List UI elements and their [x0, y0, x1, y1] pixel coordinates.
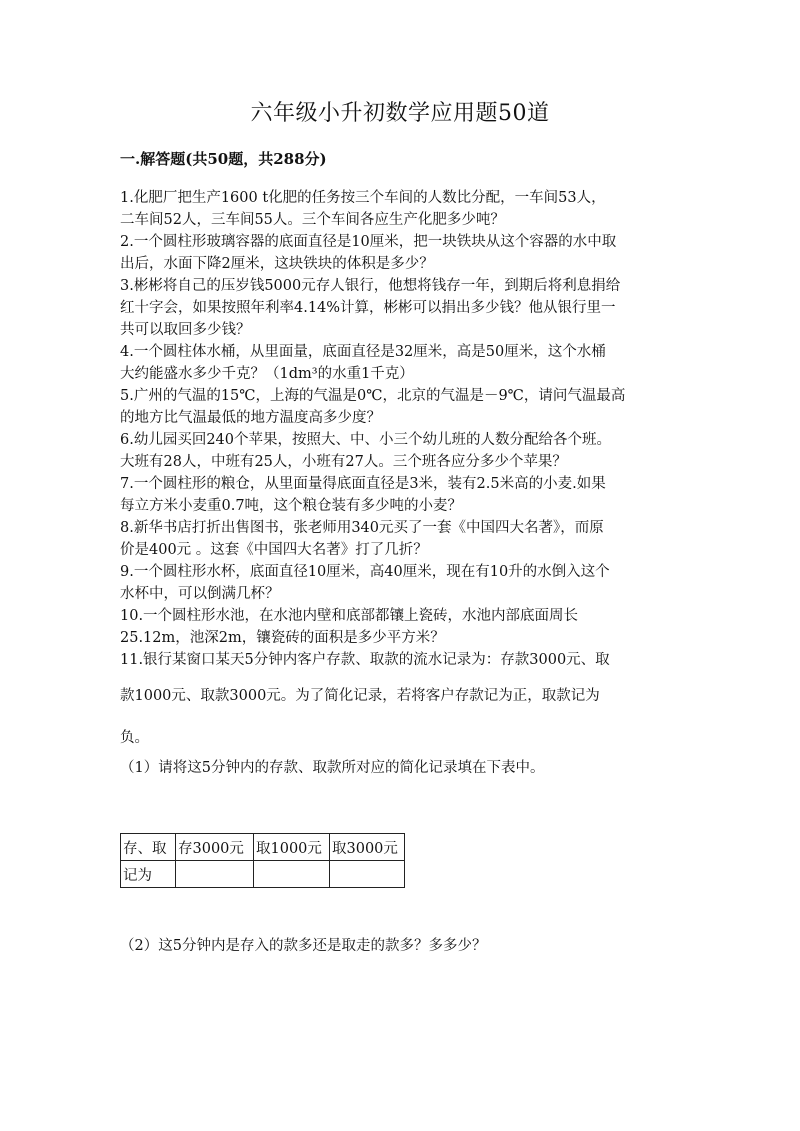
question-line: 负。 [120, 730, 149, 746]
table-cell: 取3000元 [330, 834, 405, 861]
question-4 [120, 341, 690, 385]
question-line: 大班有28人，中班有25人，小班有27人。三个班各应分多少个苹果？ [120, 454, 567, 470]
question-line: 出后，水面下降2厘米，这块铁块的体积是多少？ [120, 256, 434, 272]
question-line: 水杯中，可以倒满几杯？ [120, 586, 280, 602]
question-2 [120, 231, 690, 275]
question-line: 二车间52人，三车间55人。三个车间各应生产化肥多少吨？ [120, 212, 505, 228]
question-10 [120, 605, 690, 649]
section-header: 一.解答题(共50题，共288分) [120, 150, 327, 168]
table-cell: 记为 [121, 861, 176, 888]
question-line: 红十字会，如果按照年利率4.14%计算，彬彬可以捐出多少钱？他从银行里一 [120, 300, 616, 316]
question-line: 9.一个圆柱形水杯，底面直径10厘米，高40厘米，现在有10升的水倒入这个 [120, 564, 610, 580]
record-table [120, 833, 405, 888]
answer-cell[interactable] [176, 861, 254, 888]
question-line: 7.一个圆柱形的粮仓，从里面量得底面直径是3米，装有2.5米高的小麦.如果 [120, 476, 606, 492]
question-line: 的地方比气温最低的地方温度高多少度？ [120, 410, 381, 426]
table-row [121, 834, 405, 861]
answer-cell[interactable] [330, 861, 405, 888]
question-8 [120, 517, 690, 561]
question-line: 11.银行某窗口某天5分钟内客户存款、取款的流水记录为：存款3000元、取 [120, 652, 610, 668]
question-line: 4.一个圆柱体水桶，从里面量，底面直径是32厘米，高是50厘米，这个水桶 [120, 344, 606, 360]
question-1 [120, 187, 690, 231]
answer-cell[interactable] [254, 861, 330, 888]
table-cell: 存3000元 [176, 834, 254, 861]
question-line: 5.广州的气温的15℃，上海的气温是0℃，北京的气温是－9℃，请问气温最高 [120, 388, 626, 404]
question-11 [120, 649, 690, 749]
question-line: 款1000元、取款3000元。为了简化记录，若将客户存款记为正，取款记为 [120, 688, 600, 704]
sub-question-1: （1）请将这5分钟内的存款、取款所对应的简化记录填在下表中。 [120, 760, 545, 776]
question-list [120, 187, 690, 749]
question-3 [120, 275, 690, 341]
table-cell: 存、取 [121, 834, 176, 861]
question-line: 每立方米小麦重0.7吨，这个粮仓装有多少吨的小麦？ [120, 498, 463, 514]
sub-question-2: （2）这5分钟内是存入的款多还是取走的款多？多多少？ [120, 938, 487, 954]
question-line: 2.一个圆柱形玻璃容器的底面直径是10厘米，把一块铁块从这个容器的水中取 [120, 234, 617, 250]
question-9 [120, 561, 690, 605]
table-row [121, 861, 405, 888]
question-7 [120, 473, 690, 517]
question-line: 10.一个圆柱形水池，在水池内壁和底部都镶上瓷砖，水池内部底面周长 [120, 608, 579, 624]
table-cell: 取1000元 [254, 834, 330, 861]
question-5 [120, 385, 690, 429]
page-title: 六年级小升初数学应用题50道 [250, 101, 550, 126]
question-line: 25.12m，池深2m，镶瓷砖的面积是多少平方米？ [120, 630, 445, 646]
question-line: 3.彬彬将自己的压岁钱5000元存人银行，他想将钱存一年，到期后将利息捐给 [120, 278, 621, 294]
question-6 [120, 429, 690, 473]
question-line: 6.幼儿园买回240个苹果，按照大、中、小三个幼儿班的人数分配给各个班。 [120, 432, 612, 448]
question-line: 1.化肥厂把生产1600 t化肥的任务按三个车间的人数比分配，一车间53人， [120, 190, 606, 206]
question-line: 共可以取回多少钱？ [120, 322, 251, 338]
question-line: 价是400元 。这套《中国四大名著》打了几折？ [120, 542, 428, 558]
question-line: 8.新华书店打折出售图书，张老师用340元买了一套《中国四大名著》，而原 [120, 520, 604, 536]
question-line: 大约能盛水多少千克？（1dm³的水重1千克） [120, 366, 414, 382]
